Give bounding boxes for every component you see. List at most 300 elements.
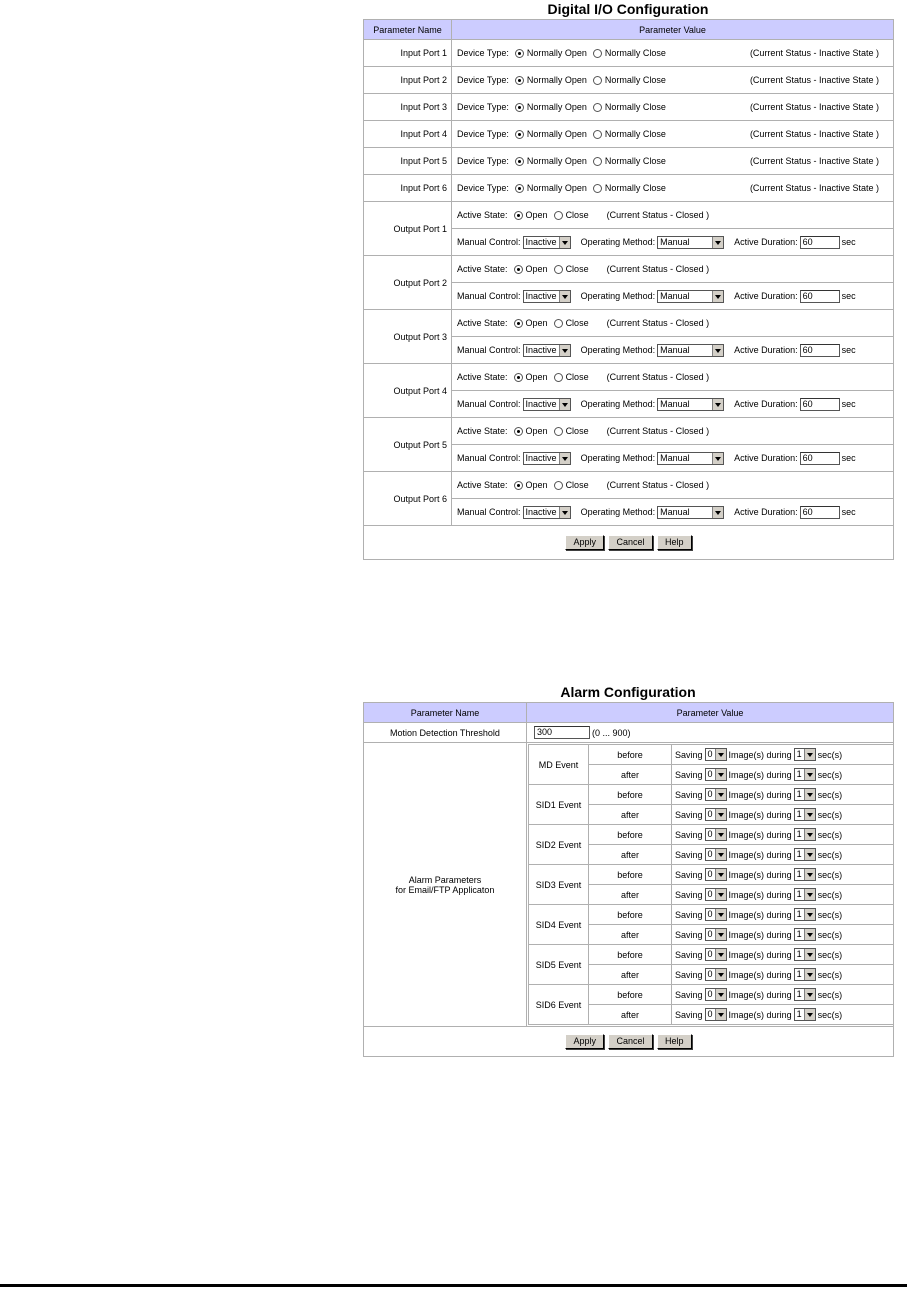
open-radio[interactable] (514, 481, 523, 490)
duration-select[interactable]: 1 (794, 968, 816, 981)
sec-label: sec (841, 237, 856, 247)
output-port-name: Output Port 5 (364, 418, 452, 472)
apply-button[interactable]: Apply (565, 535, 604, 550)
threshold-row (364, 723, 894, 743)
alarm-panel (363, 683, 893, 1057)
input-port-name: Input Port 6 (364, 175, 452, 202)
active-duration-input[interactable]: 60 (800, 452, 840, 465)
after-label: after (589, 925, 672, 945)
operating-method-select[interactable]: Manual (657, 344, 724, 357)
normally-close-label: Normally Close (604, 183, 666, 193)
chevron-down-icon (804, 949, 815, 960)
images-during-label: Image(s) during (728, 849, 792, 860)
normally-close-radio[interactable] (593, 103, 602, 112)
before-label: before (589, 825, 672, 845)
images-during-label: Image(s) during (728, 969, 792, 980)
open-radio[interactable] (514, 373, 523, 382)
images-during-label: Image(s) during (728, 889, 792, 900)
device-type-label: Device Type: (457, 102, 509, 112)
secs-label: sec(s) (817, 769, 843, 780)
close-radio[interactable] (554, 211, 563, 220)
col-header-value: Parameter Value (452, 20, 894, 40)
normally-open-label: Normally Open (526, 75, 587, 85)
operating-method-select[interactable]: Manual (657, 452, 724, 465)
event-name: SID5 Event (529, 945, 589, 985)
before-label: before (589, 745, 672, 765)
operating-method-label: Operating Method: (580, 291, 656, 301)
close-radio[interactable] (554, 265, 563, 274)
close-label: Close (565, 318, 589, 328)
operating-method-label: Operating Method: (580, 453, 656, 463)
help-button[interactable]: Help (657, 1034, 692, 1049)
output-port-name: Output Port 4 (364, 364, 452, 418)
threshold-label: Motion Detection Threshold (364, 723, 527, 743)
normally-open-label: Normally Open (526, 183, 587, 193)
alarm-params-row (364, 743, 894, 1027)
manual-control-label: Manual Control: (457, 291, 521, 301)
input-port-name: Input Port 5 (364, 148, 452, 175)
open-radio[interactable] (514, 427, 523, 436)
output-status: (Current Status - Closed ) (606, 426, 710, 436)
device-type-label: Device Type: (457, 48, 509, 58)
active-state-label: Active State: (457, 264, 508, 274)
chevron-down-icon (715, 889, 726, 900)
chevron-down-icon (804, 929, 815, 940)
operating-method-label: Operating Method: (580, 237, 656, 247)
active-state-label: Active State: (457, 210, 508, 220)
sec-label: sec (841, 507, 856, 517)
output-status: (Current Status - Closed ) (606, 480, 710, 490)
secs-label: sec(s) (817, 849, 843, 860)
close-label: Close (565, 426, 589, 436)
before-label: before (589, 905, 672, 925)
device-type-label: Device Type: (457, 183, 509, 193)
operating-method-label: Operating Method: (580, 399, 656, 409)
saving-label: Saving (675, 769, 703, 780)
secs-label: sec(s) (817, 829, 843, 840)
event-before-row (529, 785, 894, 805)
normally-close-radio[interactable] (593, 49, 602, 58)
sec-label: sec (841, 345, 856, 355)
chevron-down-icon (559, 237, 570, 248)
close-label: Close (565, 480, 589, 490)
open-radio[interactable] (514, 211, 523, 220)
chevron-down-icon (559, 291, 570, 302)
input-status: (Current Status - Inactive State ) (749, 156, 879, 166)
apply-button[interactable]: Apply (565, 1034, 604, 1049)
input-status: (Current Status - Inactive State ) (749, 129, 879, 139)
event-name: SID4 Event (529, 905, 589, 945)
images-during-label: Image(s) during (728, 829, 792, 840)
event-before-row (529, 985, 894, 1005)
chevron-down-icon (715, 1009, 726, 1020)
operating-method-select[interactable]: Manual (657, 236, 724, 249)
event-name: MD Event (529, 745, 589, 785)
saving-label: Saving (675, 829, 703, 840)
normally-close-radio[interactable] (593, 130, 602, 139)
after-label: after (589, 965, 672, 985)
normally-close-label: Normally Close (604, 48, 666, 58)
chevron-down-icon (559, 507, 570, 518)
normally-close-radio[interactable] (593, 76, 602, 85)
event-name: SID6 Event (529, 985, 589, 1025)
image-count-select[interactable]: 0 (705, 868, 727, 881)
active-duration-input[interactable]: 60 (800, 236, 840, 249)
device-type-label: Device Type: (457, 156, 509, 166)
col-header-value: Parameter Value (527, 703, 894, 723)
chevron-down-icon (559, 345, 570, 356)
duration-select[interactable]: 1 (794, 828, 816, 841)
normally-close-label: Normally Close (604, 102, 666, 112)
event-before-row (529, 905, 894, 925)
chevron-down-icon (712, 345, 723, 356)
secs-label: sec(s) (817, 889, 843, 900)
secs-label: sec(s) (817, 969, 843, 980)
digital-io-panel (363, 0, 893, 560)
device-type-label: Device Type: (457, 129, 509, 139)
image-count-select[interactable]: 0 (705, 968, 727, 981)
active-duration-label: Active Duration: (734, 237, 798, 247)
images-during-label: Image(s) during (728, 769, 792, 780)
active-state-label: Active State: (457, 480, 508, 490)
help-button[interactable]: Help (657, 535, 692, 550)
before-label: before (589, 865, 672, 885)
saving-label: Saving (675, 749, 703, 760)
output-status: (Current Status - Closed ) (606, 264, 710, 274)
close-label: Close (565, 372, 589, 382)
chevron-down-icon (804, 989, 815, 1000)
chevron-down-icon (712, 291, 723, 302)
manual-control-label: Manual Control: (457, 453, 521, 463)
images-during-label: Image(s) during (728, 1009, 792, 1020)
input-port-name: Input Port 2 (364, 67, 452, 94)
manual-control-label: Manual Control: (457, 399, 521, 409)
event-before-row (529, 865, 894, 885)
image-count-select[interactable]: 0 (705, 828, 727, 841)
chevron-down-icon (804, 789, 815, 800)
chevron-down-icon (715, 749, 726, 760)
operating-method-label: Operating Method: (580, 507, 656, 517)
operating-method-label: Operating Method: (580, 345, 656, 355)
before-label: before (589, 945, 672, 965)
normally-close-radio[interactable] (593, 157, 602, 166)
chevron-down-icon (715, 809, 726, 820)
chevron-down-icon (715, 869, 726, 880)
images-during-label: Image(s) during (728, 749, 792, 760)
input-status: (Current Status - Inactive State ) (749, 102, 879, 112)
input-port-name: Input Port 4 (364, 121, 452, 148)
input-port-row (364, 121, 894, 148)
image-count-select[interactable]: 0 (705, 1008, 727, 1021)
secs-label: sec(s) (817, 909, 843, 920)
manual-control-select[interactable]: Inactive (523, 506, 571, 519)
input-status: (Current Status - Inactive State ) (749, 183, 879, 193)
output-port-name: Output Port 6 (364, 472, 452, 526)
image-count-select[interactable]: 0 (705, 948, 727, 961)
chevron-down-icon (804, 889, 815, 900)
input-port-row (364, 148, 894, 175)
chevron-down-icon (715, 909, 726, 920)
chevron-down-icon (804, 769, 815, 780)
chevron-down-icon (715, 829, 726, 840)
saving-label: Saving (675, 969, 703, 980)
manual-control-select[interactable]: Inactive (523, 452, 571, 465)
chevron-down-icon (804, 829, 815, 840)
duration-select[interactable]: 1 (794, 788, 816, 801)
normally-open-label: Normally Open (526, 48, 587, 58)
output-port-name: Output Port 3 (364, 310, 452, 364)
after-label: after (589, 765, 672, 785)
manual-control-select[interactable]: Inactive (523, 236, 571, 249)
saving-label: Saving (675, 929, 703, 940)
input-status: (Current Status - Inactive State ) (749, 75, 879, 85)
close-radio[interactable] (554, 481, 563, 490)
alarm-title: Alarm Configuration (560, 684, 696, 700)
duration-select[interactable]: 1 (794, 748, 816, 761)
active-state-label: Active State: (457, 426, 508, 436)
saving-label: Saving (675, 1009, 703, 1020)
open-label: Open (525, 372, 548, 382)
event-before-row (529, 945, 894, 965)
images-during-label: Image(s) during (728, 809, 792, 820)
active-duration-label: Active Duration: (734, 399, 798, 409)
saving-label: Saving (675, 889, 703, 900)
chevron-down-icon (715, 949, 726, 960)
chevron-down-icon (715, 969, 726, 980)
input-status: (Current Status - Inactive State ) (749, 48, 879, 58)
manual-control-label: Manual Control: (457, 507, 521, 517)
image-count-select[interactable]: 0 (705, 808, 727, 821)
secs-label: sec(s) (817, 789, 843, 800)
duration-select[interactable]: 1 (794, 868, 816, 881)
digital-io-table (363, 19, 894, 560)
normally-open-label: Normally Open (526, 129, 587, 139)
output-status: (Current Status - Closed ) (606, 372, 710, 382)
chevron-down-icon (715, 769, 726, 780)
sec-label: sec (841, 291, 856, 301)
normally-close-label: Normally Close (604, 156, 666, 166)
secs-label: sec(s) (817, 929, 843, 940)
images-during-label: Image(s) during (728, 909, 792, 920)
manual-control-select[interactable]: Inactive (523, 290, 571, 303)
output-port-name: Output Port 1 (364, 202, 452, 256)
before-label: before (589, 985, 672, 1005)
output-port-name: Output Port 2 (364, 256, 452, 310)
chevron-down-icon (712, 399, 723, 410)
secs-label: sec(s) (817, 869, 843, 880)
duration-select[interactable]: 1 (794, 1008, 816, 1021)
chevron-down-icon (804, 749, 815, 760)
digital-io-title: Digital I/O Configuration (547, 1, 709, 17)
cancel-button[interactable]: Cancel (608, 535, 652, 550)
duration-select[interactable]: 1 (794, 948, 816, 961)
secs-label: sec(s) (817, 749, 843, 760)
threshold-input[interactable]: 300 (534, 726, 590, 739)
col-header-name: Parameter Name (364, 20, 452, 40)
saving-label: Saving (675, 869, 703, 880)
input-port-name: Input Port 1 (364, 40, 452, 67)
operating-method-select[interactable]: Manual (657, 290, 724, 303)
dio-button-row (364, 526, 894, 560)
chevron-down-icon (804, 1009, 815, 1020)
output-port-row (364, 310, 894, 337)
active-duration-label: Active Duration: (734, 345, 798, 355)
input-port-name: Input Port 3 (364, 94, 452, 121)
chevron-down-icon (804, 969, 815, 980)
duration-select[interactable]: 1 (794, 888, 816, 901)
images-during-label: Image(s) during (728, 789, 792, 800)
saving-label: Saving (675, 849, 703, 860)
normally-close-label: Normally Close (604, 129, 666, 139)
image-count-select[interactable]: 0 (705, 788, 727, 801)
open-radio[interactable] (514, 265, 523, 274)
active-duration-input[interactable]: 60 (800, 398, 840, 411)
output-status: (Current Status - Closed ) (606, 318, 710, 328)
image-count-select[interactable]: 0 (705, 848, 727, 861)
normally-open-radio[interactable] (515, 76, 524, 85)
sec-label: sec (841, 399, 856, 409)
open-label: Open (525, 264, 548, 274)
alarm-table (363, 702, 894, 1057)
close-radio[interactable] (554, 373, 563, 382)
chevron-down-icon (559, 399, 570, 410)
after-label: after (589, 845, 672, 865)
cancel-button[interactable]: Cancel (608, 1034, 652, 1049)
header-row (364, 20, 894, 40)
manual-control-select[interactable]: Inactive (523, 344, 571, 357)
image-count-select[interactable]: 0 (705, 908, 727, 921)
event-before-row (529, 825, 894, 845)
active-duration-input[interactable]: 60 (800, 506, 840, 519)
active-duration-input[interactable]: 60 (800, 290, 840, 303)
col-header-name: Parameter Name (364, 703, 527, 723)
close-radio[interactable] (554, 319, 563, 328)
chevron-down-icon (712, 453, 723, 464)
open-label: Open (525, 210, 548, 220)
event-before-row (529, 745, 894, 765)
device-type-label: Device Type: (457, 75, 509, 85)
secs-label: sec(s) (817, 809, 843, 820)
input-rows (364, 40, 894, 202)
open-label: Open (525, 426, 548, 436)
image-count-select[interactable]: 0 (705, 928, 727, 941)
output-rows (364, 202, 894, 526)
secs-label: sec(s) (817, 989, 843, 1000)
input-port-row (364, 175, 894, 202)
chevron-down-icon (712, 507, 723, 518)
active-duration-label: Active Duration: (734, 453, 798, 463)
output-port-row (364, 256, 894, 283)
normally-open-radio[interactable] (515, 103, 524, 112)
active-duration-label: Active Duration: (734, 507, 798, 517)
image-count-select[interactable]: 0 (705, 988, 727, 1001)
open-label: Open (525, 318, 548, 328)
open-radio[interactable] (514, 319, 523, 328)
duration-select[interactable]: 1 (794, 848, 816, 861)
output-port-row (364, 202, 894, 229)
before-label: before (589, 785, 672, 805)
saving-label: Saving (675, 909, 703, 920)
duration-select[interactable]: 1 (794, 908, 816, 921)
normally-open-radio[interactable] (515, 130, 524, 139)
alarm-params-label: Alarm Parameters for Email/FTP Applicaton (364, 743, 527, 1027)
close-radio[interactable] (554, 427, 563, 436)
open-label: Open (525, 480, 548, 490)
manual-control-label: Manual Control: (457, 345, 521, 355)
duration-select[interactable]: 1 (794, 988, 816, 1001)
close-label: Close (565, 210, 589, 220)
operating-method-select[interactable]: Manual (657, 398, 724, 411)
output-port-row (364, 418, 894, 445)
normally-open-radio[interactable] (515, 157, 524, 166)
operating-method-select[interactable]: Manual (657, 506, 724, 519)
threshold-range: (0 ... 900) (592, 727, 631, 738)
chevron-down-icon (715, 789, 726, 800)
close-label: Close (565, 264, 589, 274)
saving-label: Saving (675, 789, 703, 800)
images-during-label: Image(s) during (728, 869, 792, 880)
image-count-select[interactable]: 0 (705, 768, 727, 781)
chevron-down-icon (804, 849, 815, 860)
normally-open-label: Normally Open (526, 156, 587, 166)
chevron-down-icon (715, 929, 726, 940)
secs-label: sec(s) (817, 1009, 843, 1020)
images-during-label: Image(s) during (728, 929, 792, 940)
image-count-select[interactable]: 0 (705, 888, 727, 901)
active-duration-label: Active Duration: (734, 291, 798, 301)
chevron-down-icon (715, 849, 726, 860)
chevron-down-icon (715, 989, 726, 1000)
page-bottom-rule (0, 1284, 907, 1287)
input-port-row (364, 67, 894, 94)
normally-open-label: Normally Open (526, 102, 587, 112)
chevron-down-icon (712, 237, 723, 248)
event-table (528, 744, 894, 1025)
active-duration-input[interactable]: 60 (800, 344, 840, 357)
manual-control-select[interactable]: Inactive (523, 398, 571, 411)
duration-select[interactable]: 1 (794, 928, 816, 941)
chevron-down-icon (804, 869, 815, 880)
images-during-label: Image(s) during (728, 989, 792, 1000)
active-state-label: Active State: (457, 318, 508, 328)
normally-open-radio[interactable] (515, 49, 524, 58)
sec-label: sec (841, 453, 856, 463)
normally-close-radio[interactable] (593, 184, 602, 193)
chevron-down-icon (804, 809, 815, 820)
saving-label: Saving (675, 949, 703, 960)
normally-open-radio[interactable] (515, 184, 524, 193)
input-port-row (364, 94, 894, 121)
active-state-label: Active State: (457, 372, 508, 382)
secs-label: sec(s) (817, 949, 843, 960)
event-name: SID2 Event (529, 825, 589, 865)
images-during-label: Image(s) during (728, 949, 792, 960)
image-count-select[interactable]: 0 (705, 748, 727, 761)
event-name: SID1 Event (529, 785, 589, 825)
event-name: SID3 Event (529, 865, 589, 905)
chevron-down-icon (804, 909, 815, 920)
output-port-row (364, 472, 894, 499)
output-status: (Current Status - Closed ) (606, 210, 710, 220)
input-port-row (364, 40, 894, 67)
duration-select[interactable]: 1 (794, 768, 816, 781)
output-port-row (364, 364, 894, 391)
after-label: after (589, 805, 672, 825)
manual-control-label: Manual Control: (457, 237, 521, 247)
saving-label: Saving (675, 989, 703, 1000)
chevron-down-icon (559, 453, 570, 464)
duration-select[interactable]: 1 (794, 808, 816, 821)
